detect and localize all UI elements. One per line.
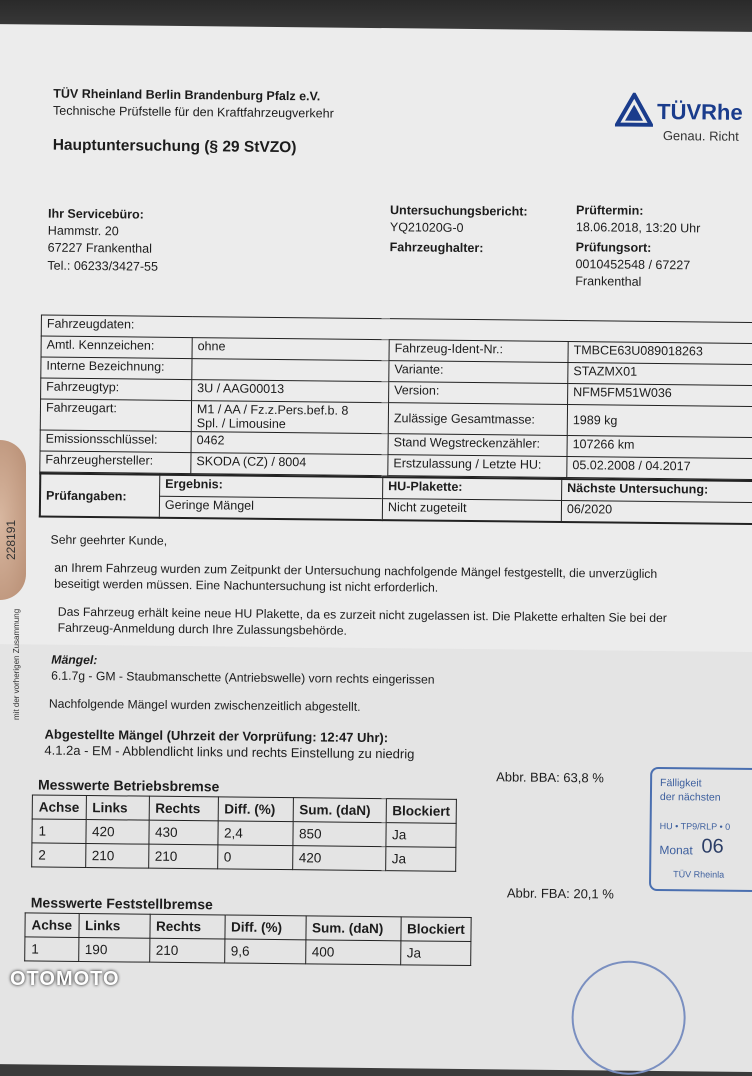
service-tel: Tel.: 06233/3427-55 (47, 258, 159, 274)
maengel-item: 6.1.7g - GM - Staubmanschette (Antriebswelle) vorn rechts eingerissen (51, 668, 435, 687)
col-header: Achse (25, 913, 79, 938)
service-city: 67227 Frankenthal (47, 240, 152, 256)
stamp-line5: TÜV Rheinla (673, 869, 725, 880)
table-cell: 210 (148, 844, 217, 869)
table-cell: 190 (78, 937, 149, 962)
cell-label: Fahrzeugart: (40, 399, 191, 432)
abbr-fba: Abbr. FBA: 20,1 % (506, 885, 614, 902)
letter-p2b: Fahrzeug-Anmeldung durch Ihre Zulassungsbehörde. (57, 620, 348, 638)
table-cell: 210 (85, 844, 148, 869)
cell-value (191, 401, 388, 434)
cell-value: 107266 km (567, 436, 752, 459)
holder-label: Fahrzeughalter: (389, 240, 484, 256)
letter-p2a: Das Fahrzeug erhält keine neue HU Plakette, da es zurzeit nicht zugelassen ist. Die Plakette erhalten Sie bei der (57, 604, 667, 626)
col-header: Rechts (149, 914, 224, 939)
cell-label: Stand Wegstreckenzähler: (388, 434, 567, 457)
col-header: Blockiert (386, 799, 457, 824)
abgestellt-note: Nachfolgende Mängel wurden zwischenzeitlich abgestellt. (48, 696, 361, 714)
ergebnis-label: Ergebnis: (160, 475, 383, 499)
col-header: Links (86, 796, 149, 821)
table-cell: 430 (148, 820, 217, 845)
cell-label: Variante: (389, 361, 568, 384)
table-cell: 850 (292, 822, 385, 847)
abgestellt-label: Abgestellte Mängel (Uhrzeit der Vorprüfung: 12:47 Uhr): (44, 726, 389, 746)
feststellbremse-table (24, 912, 472, 966)
feststellbremse-title: Messwerte Feststellbremse (30, 894, 213, 913)
table-cell: Ja (385, 823, 456, 848)
letter-greeting: Sehr geehrter Kunde, (50, 532, 168, 548)
col-header: Diff. (%) (224, 915, 305, 940)
col-header: Rechts (149, 796, 218, 821)
col-header: Sum. (daN) (305, 916, 400, 941)
col-header: Blockiert (400, 917, 471, 942)
betriebsbremse-table (31, 794, 457, 871)
next-label: Nächste Untersuchung: (562, 479, 752, 503)
cell-value: 3U / AAG00013 (192, 380, 389, 403)
col-header: Links (78, 913, 149, 938)
date-label: Prüftermin: (576, 203, 644, 218)
col-header: Sum. (daN) (293, 798, 386, 823)
cell-value: 0462 (191, 432, 388, 455)
table-cell: 9,6 (224, 939, 305, 964)
col-header: Achse (32, 795, 86, 820)
ergebnis-value: Geringe Mängel (159, 496, 382, 520)
date-value: 18.06.2018, 13:20 Uhr (575, 220, 701, 236)
letter-p1a: an Ihrem Fahrzeug wurden zum Zeitpunkt der Untersuchung nachfolgende Mängel festgestellt, die unverzüglich (54, 560, 658, 581)
faelligkeit-stamp (649, 767, 752, 892)
abbr-bba: Abbr. BBA: 63,8 % (496, 769, 604, 786)
stamp-line2: der nächsten (659, 791, 721, 804)
table-cell: 1 (25, 937, 79, 962)
table-cell: 210 (149, 938, 224, 963)
logo-text: TÜVRhe (656, 98, 743, 125)
cell-label: Zulässige Gesamtmasse: (388, 403, 567, 436)
next-value: 06/2020 (561, 500, 752, 524)
cell-value: SKODA (CZ) / 8004 (191, 453, 388, 476)
cell-label: Emissionsschlüssel: (40, 430, 191, 453)
tuv-triangle-icon (615, 93, 653, 127)
place-value-2: Frankenthal (575, 274, 642, 289)
pruefangaben-table (39, 472, 752, 525)
page-title: Hauptuntersuchung (§ 29 StVZO) (52, 136, 297, 157)
table-row (25, 937, 472, 966)
cell-value: TMBCE63U089018263 (568, 342, 752, 365)
plakette-value: Nicht zugeteilt (382, 499, 561, 522)
cell-label: Fahrzeugtyp: (41, 378, 192, 401)
betriebsbremse-title: Messwerte Betriebsbremse (37, 776, 220, 795)
table-cell: 1 (32, 819, 86, 844)
place-value-1: 0010452548 / 67227 (575, 257, 691, 273)
table-cell: 420 (292, 846, 385, 871)
logo-slogan: Genau. Richt (662, 128, 739, 144)
cell-value-line: M1 / AA / Fz.z.Pers.bef.b. 8 (196, 402, 349, 418)
cell-value: NFM5FM51W036 (568, 384, 752, 407)
abgestellt-item: 4.1.2a - EM - Abblendlicht links und rechts Einstellung zu niedrig (44, 742, 415, 762)
cell-value-line: Spl. / Limousine (196, 416, 286, 432)
stamp-line4: Monat (659, 843, 693, 858)
col-header: Diff. (%) (218, 797, 293, 822)
org-subtitle: Technische Prüfstelle für den Kraftfahrzeugverkehr (53, 103, 334, 121)
service-label: Ihr Servicebüro: (47, 206, 144, 222)
cell-label: Interne Bezeichnung: (41, 357, 192, 380)
cell-value: 05.02.2008 / 04.2017 (567, 457, 752, 480)
stamp-line1: Fälligkeit (660, 777, 702, 790)
cell-label: Amtl. Kennzeichen: (41, 336, 192, 359)
place-label: Prüfungsort: (575, 240, 652, 255)
table-cell: 2 (32, 843, 86, 868)
table-cell: 0 (217, 845, 292, 870)
service-street: Hammstr. 20 (47, 223, 119, 239)
stamp-month: 06 (701, 835, 724, 858)
org-name: TÜV Rheinland Berlin Brandenburg Pfalz e.V. (53, 86, 321, 104)
letter-p1b: beseitigt werden müssen. Eine Nachuntersuchung ist nicht erforderlich. (54, 576, 439, 595)
table-cell: 400 (305, 940, 400, 965)
report-label: Untersuchungsbericht: (389, 203, 528, 219)
side-number: 228191 (4, 519, 18, 560)
watermark: OTOMOTO (10, 968, 120, 990)
vehicle-data-table (39, 315, 752, 481)
maengel-label: Mängel: (51, 652, 98, 668)
vehicle-data-heading: Fahrzeugdaten: (41, 315, 752, 344)
table-cell: 420 (85, 820, 148, 845)
plakette-label: HU-Plakette: (383, 477, 562, 500)
cell-label: Fahrzeughersteller: (40, 451, 191, 474)
cell-value (192, 359, 389, 382)
table-cell: Ja (400, 941, 471, 966)
cell-label: Erstzulassung / Letzte HU: (388, 455, 567, 478)
cell-value: 1989 kg (567, 405, 752, 438)
report-value: YQ21020G-0 (389, 220, 464, 235)
cell-label: Version: (389, 382, 568, 405)
tuv-logo (615, 93, 653, 132)
stamp-line3: HU • TP9/RLP • 0 (659, 821, 731, 832)
cell-value: ohne (192, 338, 389, 361)
cell-value: STAZMX01 (568, 363, 752, 386)
round-seal-stamp (571, 960, 686, 1075)
cell-label: Fahrzeug-Ident-Nr.: (389, 340, 568, 363)
side-small-text: mit der vorherigen Zusammung (12, 608, 21, 720)
document-sheet (0, 24, 752, 1032)
pruefangaben-label: Prüfangaben: (40, 474, 160, 518)
table-row (32, 843, 457, 871)
table-cell: Ja (385, 847, 456, 872)
table-cell: 2,4 (217, 821, 292, 846)
